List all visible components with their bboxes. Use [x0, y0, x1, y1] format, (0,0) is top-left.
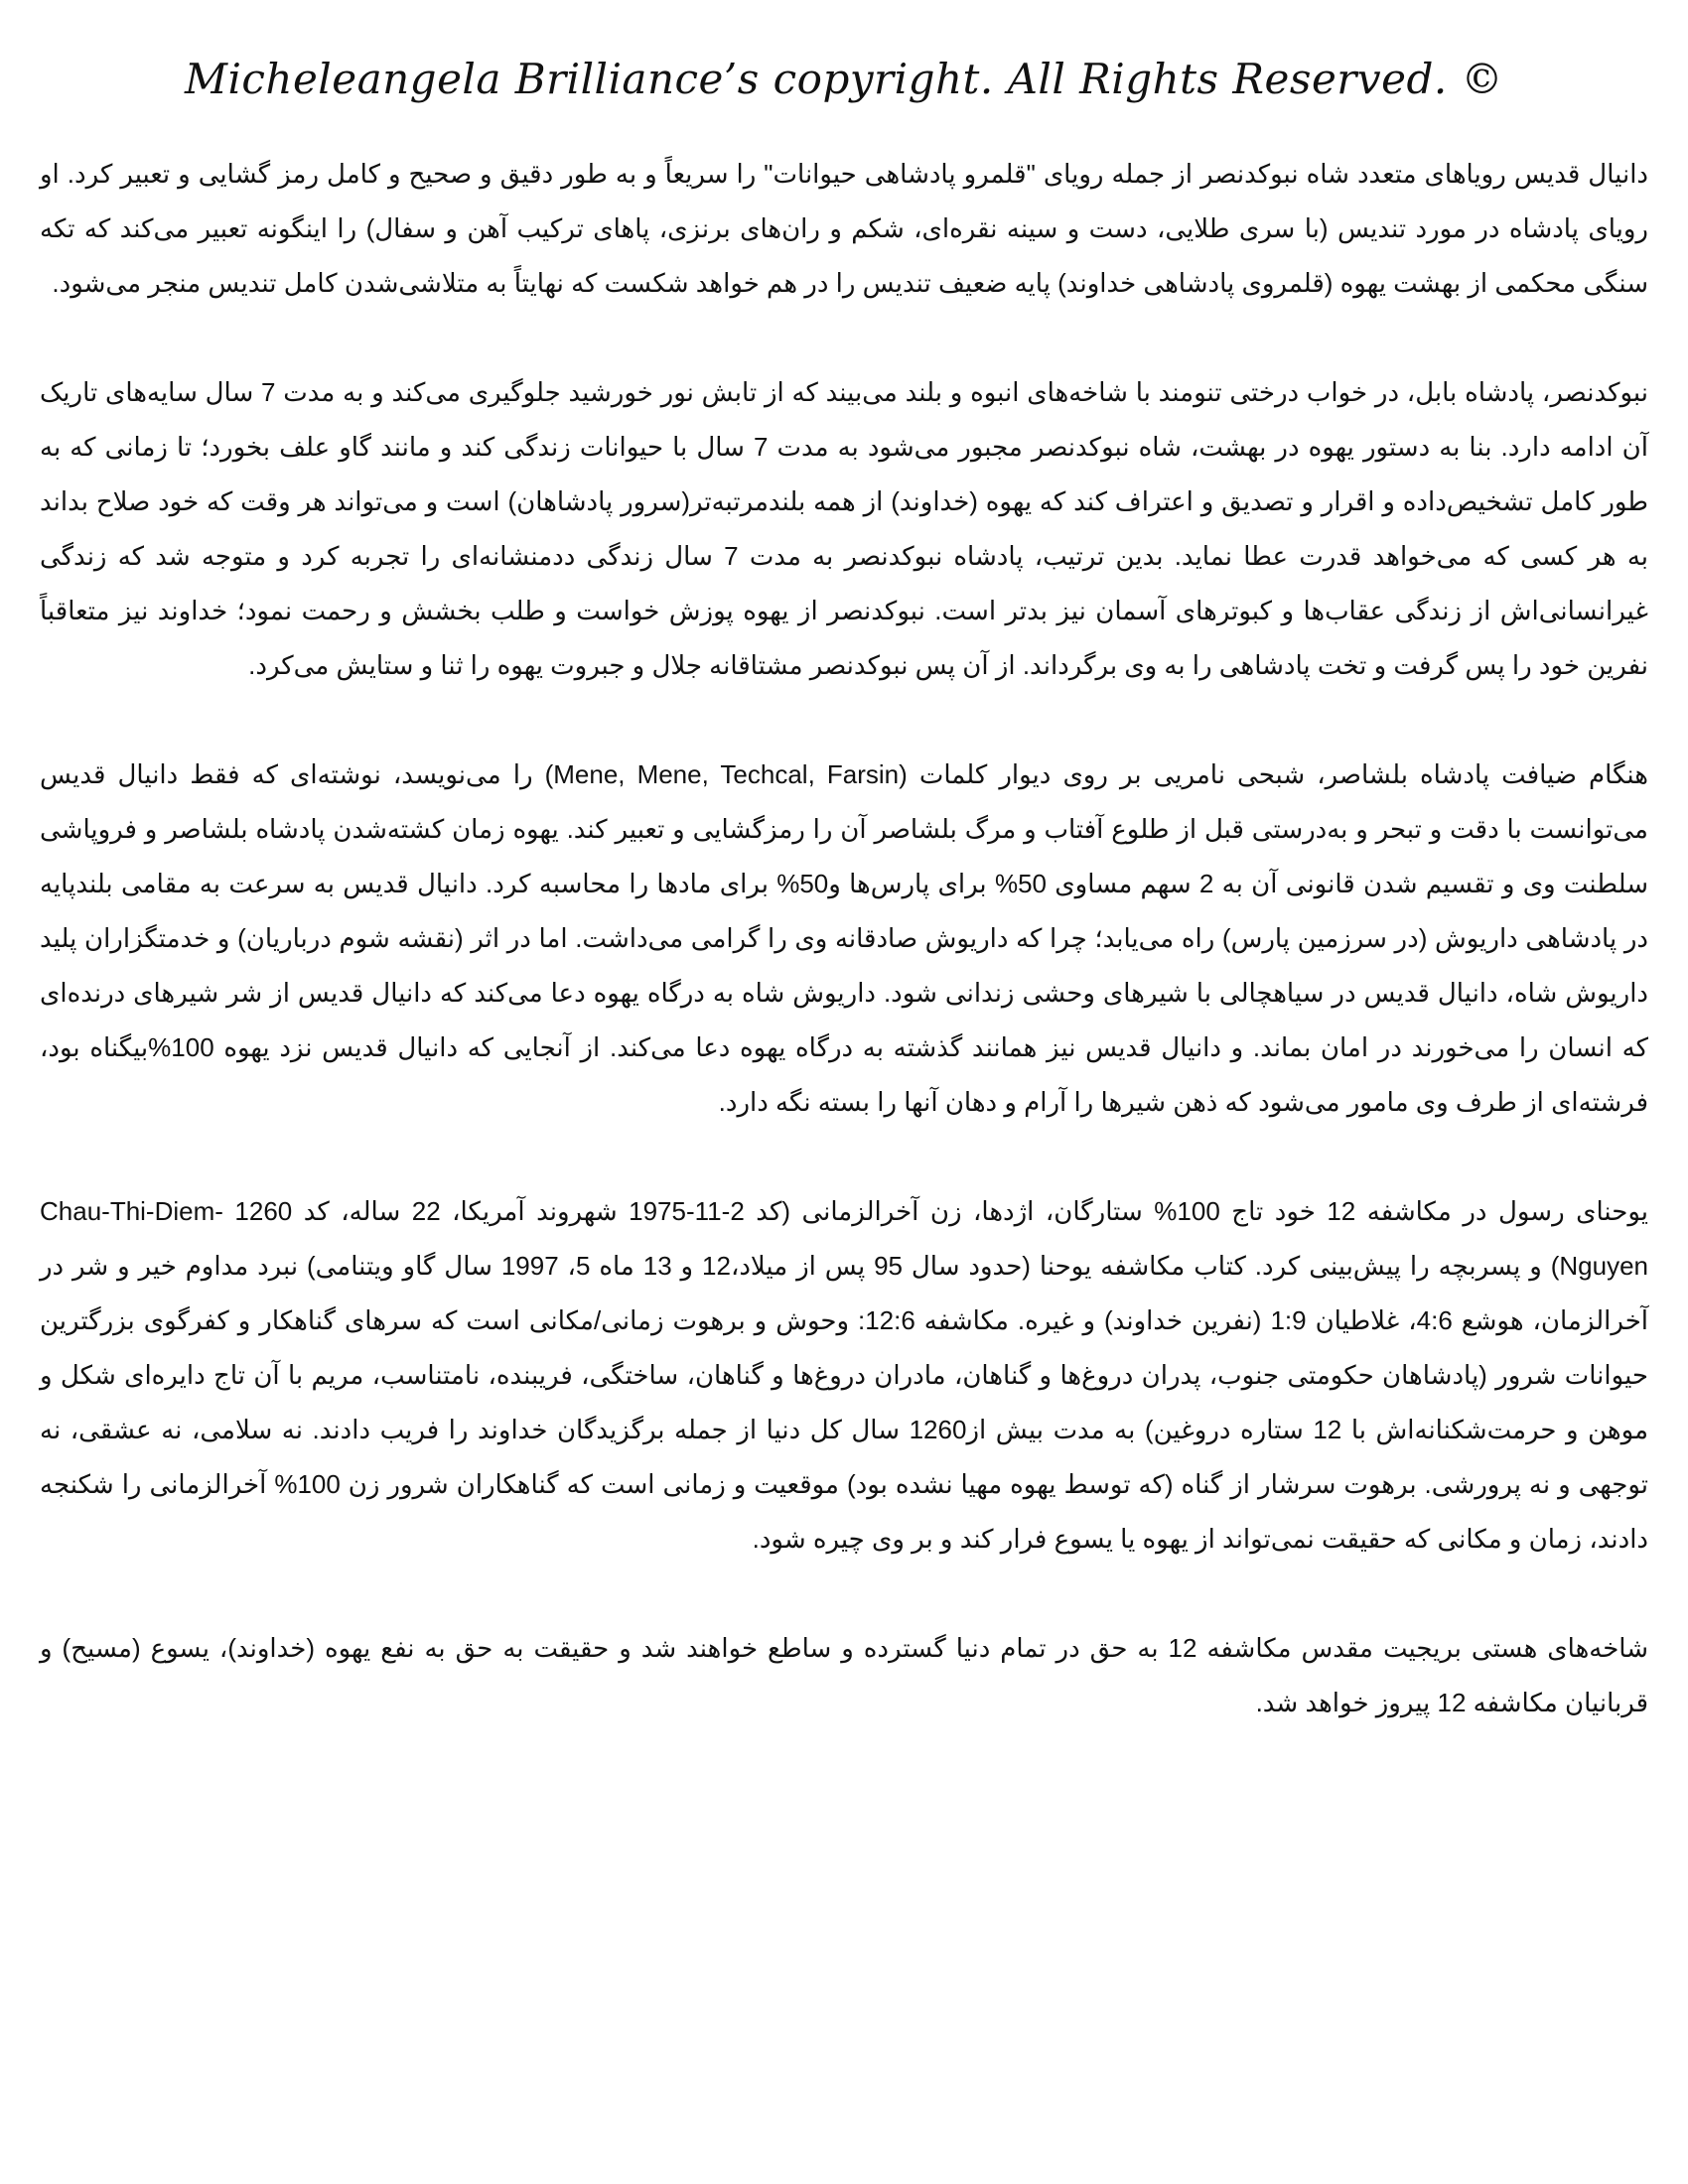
paragraph-daniel-dream-interpretation: دانیال قدیس رویاهای متعدد شاه نبوکدنصر از جمله رویای "قلمرو پادشاهی حیوانات" را سریعاً و به طور دقیق و صحیح و کامل رمز گشایی و تعبیر کرد. او رویای پادشاه در مورد تندیس (با سری طلایی، دست و سینه نقره‌ای، شکم و ران‌های برنزی، پاهای ترکیب آهن و سفال) را اینگونه تعبیر می‌کند که تکه سنگی محکمی از بهشت یهوه (قلمروی پادشاهی خداوند) پایه ضعیف تندیس را در هم خواهد شکست که نهایتاً به متلاشی‌شدن کامل تندیس منجر می‌شود. — [40, 159, 1648, 298]
paragraph-nebuchadnezzar-tree-dream: نبوکدنصر، پادشاه بابل، در خواب درختی تنومند با شاخه‌های انبوه و بلند می‌بیند که از تابش نور خورشید جلوگیری می‌کند و به مدت 7 سال سایه‌های تاریک آن ادامه دارد. بنا به دستور یهوه در بهشت، شاه نبوکدنصر مجبور می‌شود به مدت 7 سال با حیوانات زندگی کند و مانند گاو علف بخورد؛ تا زمانی که به طور کامل تشخیص‌داده و اقرار و تصدیق و اعتراف کند که یهوه (خداوند) از همه بلندمرتبه‌تر(سرور پادشاهان) است و می‌تواند هر وقت که خود صلاح بداند به هر کسی که می‌خواهد قدرت عطا نماید. بدین ترتیب، پادشاه نبوکدنصر به مدت 7 سال زندگی ددمنشانه‌ای را تجربه کرد و متوجه شد که زندگی غیرانسانی‌اش از زندگی عقاب‌ها و کبوترهای آسمان نیز بدتر است. نبوکدنصر از یهوه پوزش خواست و طلب بخشش و رحمت نمود؛ خداوند نیز متعاقباً نفرین خود را پس گرفت و تخت پادشاهی را به وی برگرداند. از آن پس نبوکدنصر مشتاقانه جلال و جبروت یهوه را ثنا و ستایش می‌کرد. — [40, 377, 1649, 680]
copyright-header: Micheleangela Brilliance’s copyright. All Rights Reserved. © — [184, 55, 1504, 103]
paragraph-revelation-12: یوحنای رسول در مکاشفه 12 خود تاج 100% ستارگان، اژدها، زن آخرالزمانی (کد 2-11-1975 شهروند آمریکا، 22 ساله، کد 1260 Chau-Thi-Diem-Nguyen) و پسربچه را پیش‌بینی کرد. کتاب مکاشفه یوحنا (حدود سال 95 پس از میلاد،12 و 13 ماه 5، 1997 سال گاو ویتنامی) نبرد مداوم خیر و شر در آخرالزمان، هوشع 4:6، غلاطیان 1:9 (نفرین خداوند) و غیره. مکاشفه 12:6: وحوش و برهوت زمانی/مکانی است که سرهای گناهکار و کفرگوی بزرگترین حیوانات شرور (پادشاهان حکومتی جنوب، پدران دروغ‌ها و گناهان، مادران دروغ‌ها و گناهان، ساختگی، فریبنده، نامتناسب، مریم با آن تاج دایره‌ای شکل و موهن و حرمت‌شکنانه‌اش با 12 ستاره دروغین) به مدت بیش از1260 سال کل دنیا از جمله برگزیدگان خداوند را فریب دادند. نه سلامی، نه عشقی، نه توجهی و نه پرورشی. برهوت سرشار از گناه (که توسط یهوه مهیا نشده بود) موقعیت و زمانی است که گناهکاران شرور زن 100% آخرالزمانی را شکنجه دادند، زمان و مکانی که حقیقت نمی‌تواند از یهوه یا یسوع فرار کند و بر وی چیره شود. — [40, 1196, 1649, 1554]
paragraph-belshazzar-feast: هنگام ضیافت پادشاه بلشاصر، شبحی نامریی بر روی دیوار کلمات (Mene, Mene, Techcal, Farsin) را می‌نویسد، نوشته‌ای که فقط دانیال قدیس می‌توانست با دقت و تبحر و به‌درستی قبل از طلوع آفتاب و مرگ بلشاصر آن را رمزگشایی و تعبیر کند. یهوه زمان کشته‌شدن پادشاه بلشاصر و فروپاشی سلطنت وی و تقسیم شدن قانونی آن به 2 سهم مساوی 50% برای پارس‌ها و50% برای مادها را محاسبه کرد. دانیال قدیس به سرعت به مقامی بلندپایه در پادشاهی داریوش (در سرزمین پارس) راه می‌یابد؛ چرا که داریوش صادقانه وی را گرامی می‌داشت. اما در اثر (نقشه شوم درباریان) و خدمتگزاران پلید داریوش شاه، دانیال قدیس در سیاهچالی با شیرهای وحشی زندانی شود. داریوش شاه به درگاه یهوه دعا می‌کند که دانیال قدیس از شر شیرهای درنده‌ای که انسان را می‌خورند در امان بماند. و دانیال قدیس نیز همانند گذشته به درگاه یهوه دعا می‌کند. از آنجایی که دانیال قدیس نزد یهوه 100%بیگناه بود، فرشته‌ای از طرف وی مامور می‌شود که ذهن شیرها را آرام و دهان آنها را بسته نگه دارد. — [40, 759, 1648, 1117]
paragraph-conclusion: شاخه‌های هستی بریجیت مقدس مکاشفه 12 به حق در تمام دنیا گسترده و ساطع خواهند شد و حقیقت به حق به نفع یهوه (خداوند)، یسوع (مسیح) و قربانیان مکاشفه 12 پیروز خواهد شد. — [40, 1633, 1648, 1717]
